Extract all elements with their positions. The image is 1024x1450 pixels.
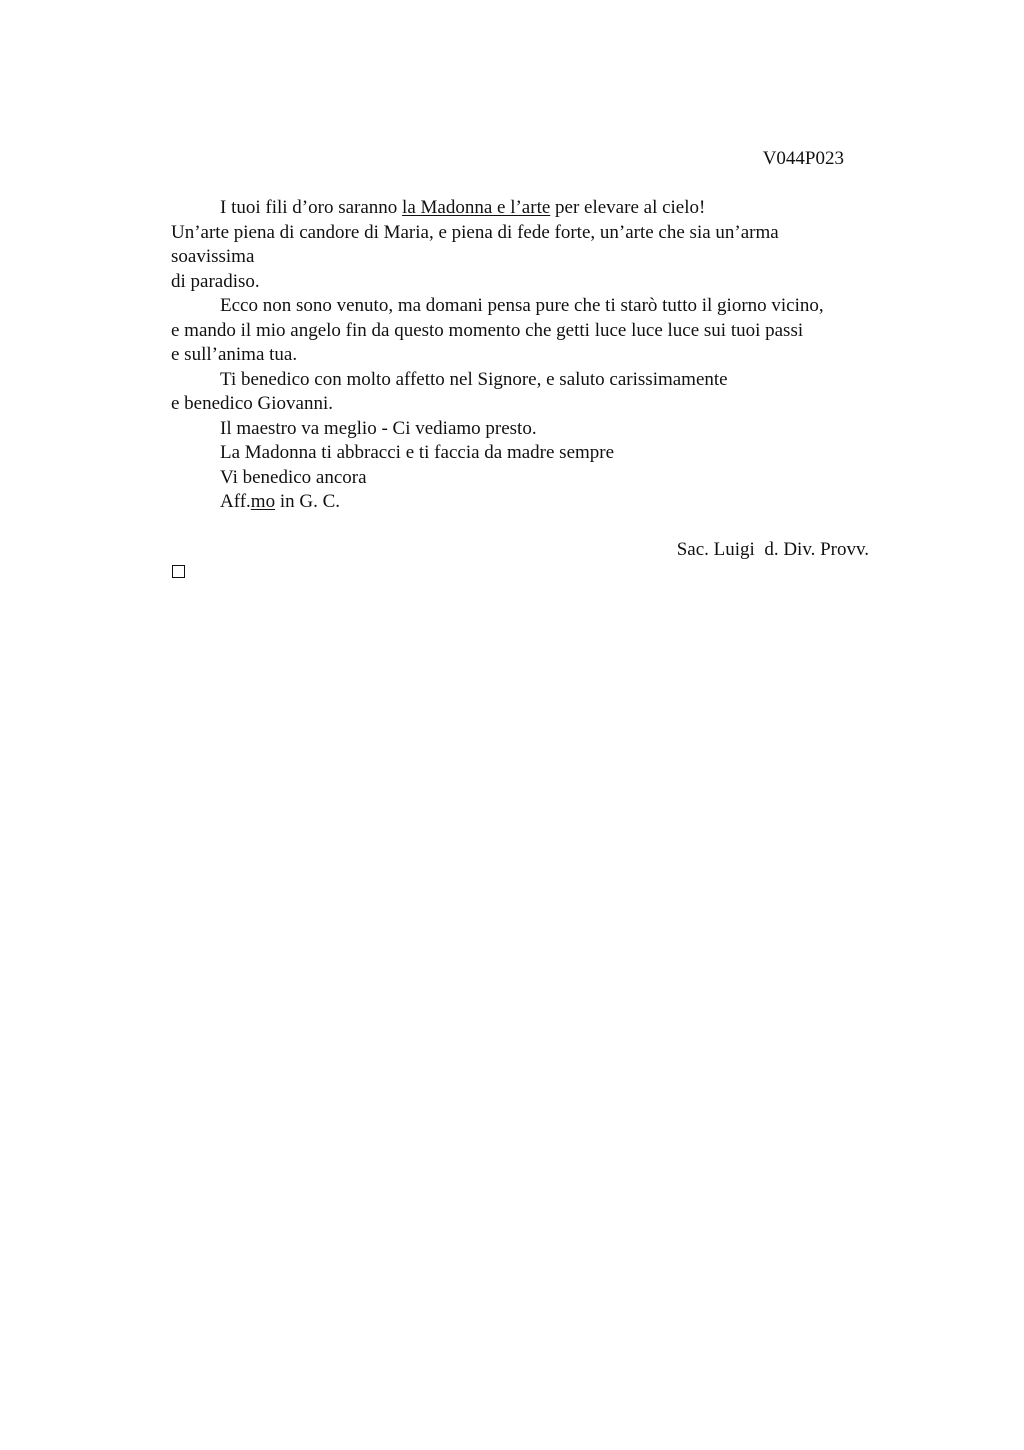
closing-line-4	[171, 490, 881, 515]
page-code: V044P023	[762, 148, 844, 169]
signature-text: Sac. Luigi d. Div. Provv.	[676, 539, 869, 560]
paragraph-2-line-1: Ecco non sono venuto, ma domani pensa pure che ti starò tutto il giorno vicino,	[220, 295, 824, 316]
text-run: I tuoi fili d’oro saranno	[220, 197, 403, 218]
paragraph-2-line-2: e mando il mio angelo fin da questo momento che getti luce luce luce sui tuoi passi	[171, 319, 804, 341]
empty-square-icon	[172, 565, 185, 578]
closing-line-3: Vi benedico ancora	[220, 466, 367, 488]
text-run: per elevare al cielo!	[550, 197, 706, 218]
closing-line-1: Il maestro va meglio - Ci vediamo presto.	[220, 417, 537, 439]
closing-line-2: La Madonna ti abbracci e ti faccia da madre sempre	[220, 442, 615, 463]
paragraph-3-line-2: e benedico Giovanni.	[171, 393, 333, 414]
paragraph-2-line-3: e sull’anima tua.	[171, 344, 298, 365]
paragraph-3-line-1: Ti benedico con molto affetto nel Signore, e saluto carissimamente	[220, 368, 728, 390]
paragraph-1-line-4: di paradiso.	[171, 270, 260, 292]
letter-body	[171, 196, 881, 515]
signature	[677, 538, 869, 562]
paragraph-1-line-3: soavissima	[171, 246, 255, 267]
underlined-abbreviation: mo	[250, 491, 276, 512]
paragraph-1-line-1	[171, 196, 881, 221]
underlined-phrase: la Madonna e l’arte	[402, 197, 551, 218]
text-run: Aff.	[220, 491, 251, 512]
text-run: in G. C.	[275, 491, 341, 512]
paragraph-1-line-2: Un’arte piena di candore di Maria, e piena di fede forte, un’arte che sia un’arma	[171, 221, 779, 243]
